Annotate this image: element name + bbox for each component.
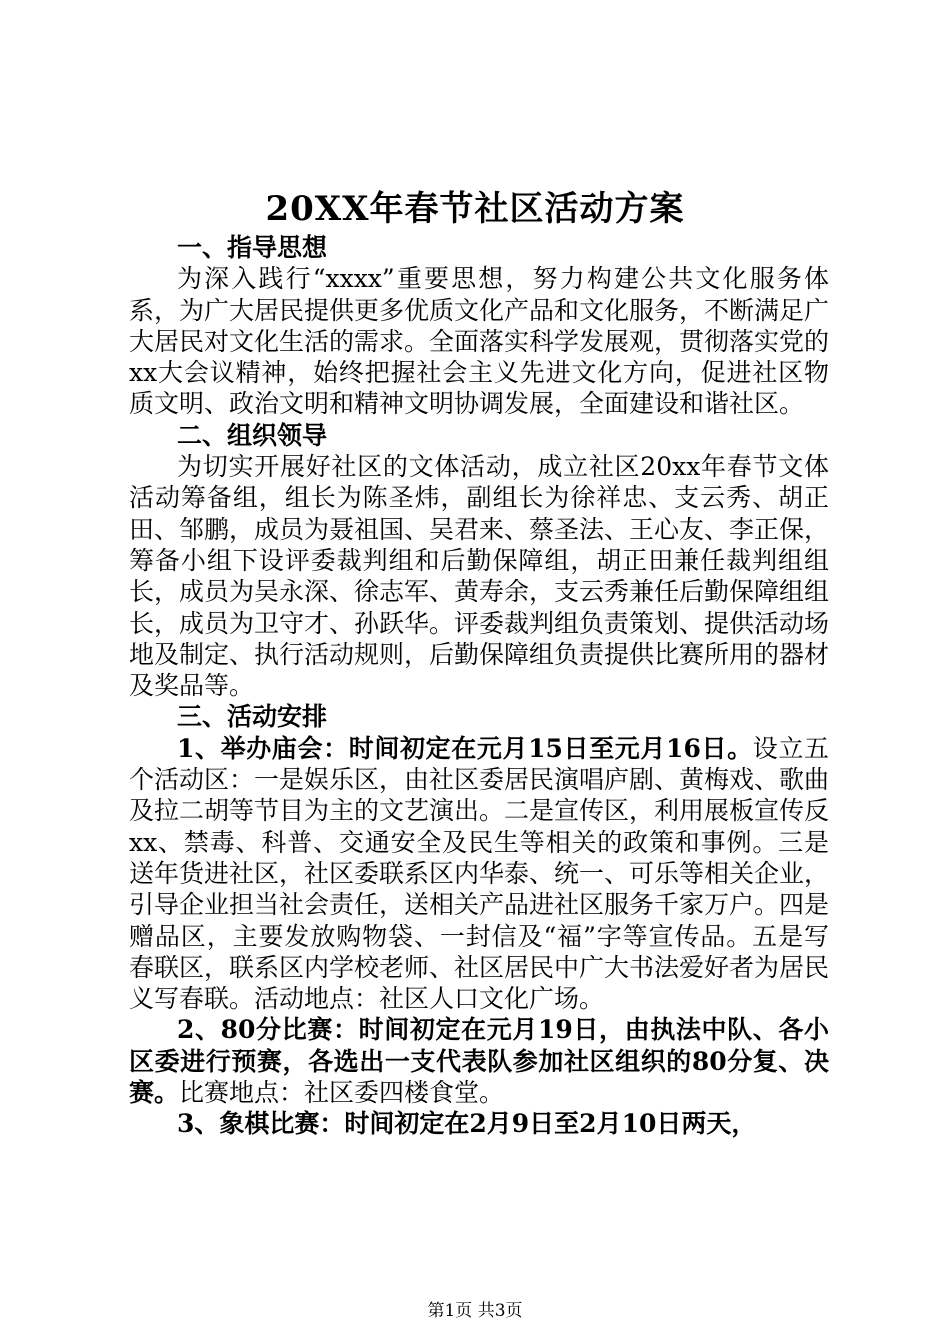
- paragraph-guiding-ideology: 为深入践行“xxxx”重要思想，努力构建公共文化服务体系，为广大居民提供更多优质文化产品和文化服务，不断满足广大居民对文化生活的需求。全面落实科学发展观，贯彻落实党的xx大会议精神，始终把握社会主义先进文化方向，促进社区物质文明、政治文明和精神文明协调发展，全面建设和谐社区。: [129, 264, 830, 419]
- activity-item-text: 比赛地点：社区委四楼食堂。: [179, 1078, 505, 1108]
- activity-item-lead: 1、举办庙会：时间初定在元月15日至元月16日。: [177, 733, 753, 763]
- document-title: 20XX年春节社区活动方案: [265, 189, 685, 229]
- activity-item-temple-fair: [129, 733, 829, 1015]
- section-heading-activities: 三、活动安排: [177, 702, 328, 732]
- activity-item-lead: 3、象棋比赛：时间初定在2月9日至2月10日两天，: [177, 1109, 757, 1139]
- paragraph-organization: 为切实开展好社区的文体活动，成立社区20xx年春节文体活动筹备组，组长为陈圣炜，副组长为徐祥忠、支云秀、胡正田、邹鹏，成员为聂祖国、吴君来、蔡圣法、王心友、李正保，筹备小组下设评委裁判组和后勤保障组，胡正田兼任裁判组组长，成员为吴永深、徐志军、黄寿余，支云秀兼任后勤保障组组长，成员为卫守才、孙跃华。评委裁判组负责策划、提供活动场地及制定、执行活动规则，后勤保障组负责提供比赛所用的器材及奖品等。: [129, 452, 830, 701]
- section-heading-organization: 二、组织领导: [177, 420, 328, 450]
- activity-item-lead: 2、80分比赛：时间初定在元月19日，由执法中队、各小区委进行预赛，各选出一支代表队参加社区组织的80分复、决赛。: [129, 1015, 829, 1108]
- activity-item-text: 设立五个活动区：一是娱乐区，由社区委居民演唱庐剧、黄梅戏、歌曲及拉二胡等节目为主的文艺演出。二是宣传区，利用展板宣传反xx、禁毒、科普、交通安全及民生等相关的政策和事例。三是送年货进社区，社区委联系区内华泰、统一、可乐等相关企业，引导企业担当社会责任，送相关产品进社区服务千家万户。四是赠品区，主要发放购物袋、一封信及“福”字等宣传品。五是写春联区，联系区内学校老师、社区居民中广大书法爱好者为居民义写春联。活动地点：社区人口文化广场。: [129, 733, 830, 1014]
- section-heading-guiding-ideology: 一、指导思想: [177, 233, 328, 262]
- activity-item-80-points-match: [129, 1014, 829, 1108]
- activity-item-chess-match: [129, 1108, 829, 1139]
- page-number-footer: 第1页 共3页: [427, 1301, 523, 1321]
- document-body: [129, 232, 829, 1140]
